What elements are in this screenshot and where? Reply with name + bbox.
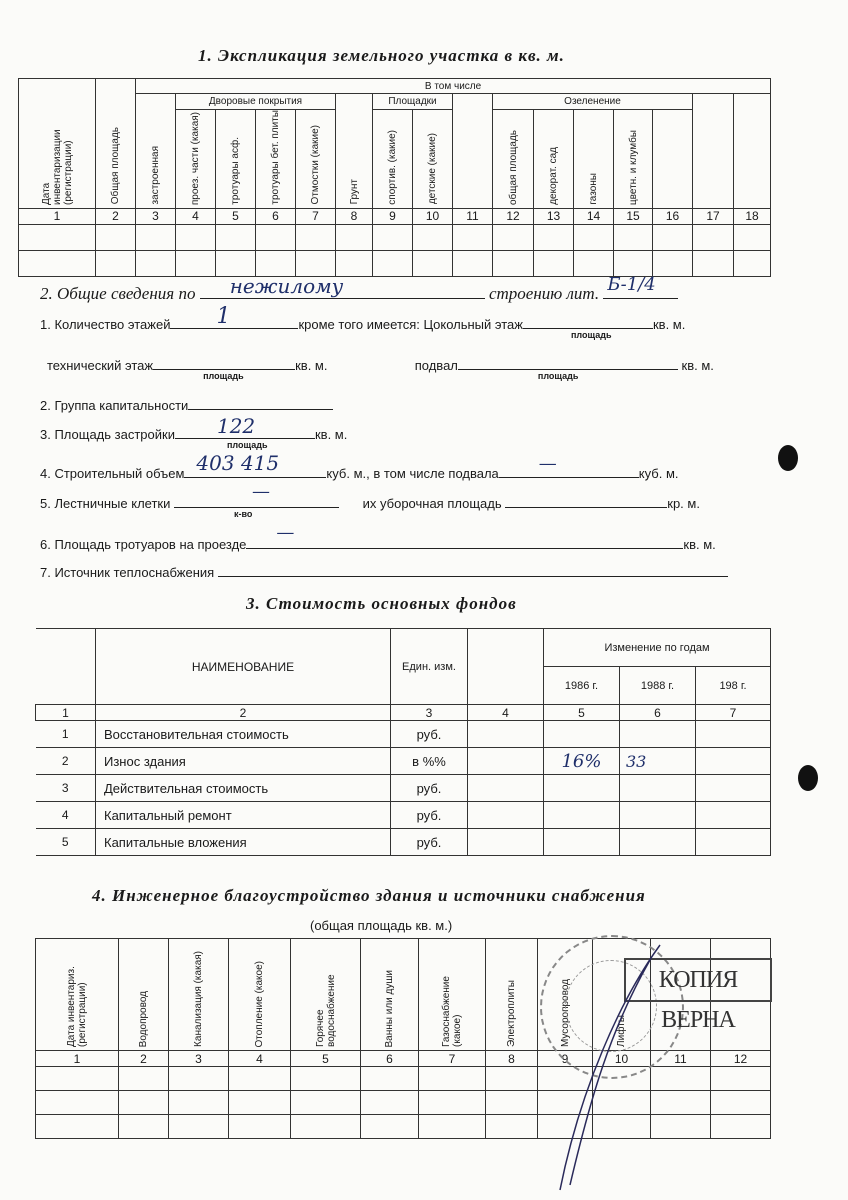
sqm-unit: кв. м. (652, 317, 686, 332)
count-caption: к-во (234, 509, 253, 519)
table-cell[interactable] (413, 224, 453, 250)
row-number: 1 (36, 721, 96, 748)
signature (540, 940, 700, 1200)
col-sidewalk-asphalt: тротуары асф. (230, 136, 241, 205)
table-cell[interactable] (296, 224, 336, 250)
col-soil: Грунт (348, 179, 360, 205)
column-number: 1 (36, 705, 96, 721)
floors-value: 1 (216, 304, 231, 329)
column-number: 10 (413, 208, 453, 224)
table-cell[interactable] (653, 224, 693, 250)
besides-label: кроме того имеется: Цокольный этаж (298, 317, 523, 332)
table-cell[interactable] (96, 224, 136, 250)
column-number: 6 (361, 1051, 419, 1067)
year1-value[interactable] (544, 829, 620, 856)
col-flowerbeds: цветн. и клумбы (627, 129, 639, 205)
year1-value[interactable] (544, 775, 620, 802)
column-number: 12 (711, 1051, 771, 1067)
table-cell[interactable] (119, 1091, 169, 1115)
table-cell[interactable] (169, 1067, 229, 1091)
year2-value[interactable] (620, 829, 696, 856)
table-cell[interactable] (419, 1115, 486, 1139)
table-cell[interactable] (336, 250, 373, 276)
sidewalks-field[interactable] (246, 522, 683, 549)
sidewalks-label: 6. Площадь тротуаров на проезде (40, 537, 247, 552)
volume-value: 403 415 (196, 451, 280, 475)
section2-title (40, 274, 678, 304)
column-header (486, 939, 538, 1051)
col-lawns: газоны (588, 173, 599, 205)
column-number: 13 (534, 208, 574, 224)
heat-line (40, 562, 728, 580)
table-cell[interactable] (36, 1091, 119, 1115)
in-total-header: В том числе (136, 79, 771, 94)
column-number: 5 (291, 1051, 361, 1067)
column-number: 2 (96, 208, 136, 224)
sqm-unit: кв. м. (295, 358, 328, 373)
volume-line (40, 451, 679, 481)
column-header (119, 939, 169, 1051)
column-header-label: Лифты (616, 1015, 627, 1047)
stairs-field[interactable] (174, 481, 339, 519)
column-number: 16 (653, 208, 693, 224)
basement-label: подвал (414, 358, 458, 373)
col-built-up: застроенная (150, 146, 161, 205)
floors-field[interactable] (170, 304, 298, 329)
column-header (229, 939, 291, 1051)
built-area-label: 3. Площадь застройки (40, 427, 175, 442)
table-cell[interactable] (119, 1115, 169, 1139)
table-row (36, 748, 771, 775)
table-cell[interactable] (96, 250, 136, 276)
section4-title: 4. Инженерное благоустройство здания и источники снабжения (92, 886, 646, 905)
column-header-label: Мусоропровод (559, 978, 571, 1047)
table-cell[interactable] (734, 250, 771, 276)
row-name: Восстановительная стоимость (96, 721, 391, 748)
table-cell[interactable] (614, 250, 653, 276)
cleaning-field[interactable] (505, 493, 667, 508)
row-number: 3 (36, 775, 96, 802)
table-cell[interactable] (696, 829, 771, 856)
column-header-label: Дата инвентариз. (регистрации) (66, 966, 88, 1047)
sidewalks-line (40, 522, 716, 552)
tech-floor-line (47, 355, 714, 381)
column-header-label: Горячее водоснабжение (314, 974, 337, 1047)
basement-field[interactable] (458, 355, 678, 381)
punch-hole (778, 445, 798, 471)
table-cell[interactable] (468, 802, 544, 829)
col-sidewalk-concrete: тротуары бет. плиты (270, 110, 281, 205)
stairs-value: — (252, 481, 270, 502)
col-sports: спортив. (какие) (387, 129, 398, 205)
table-cell[interactable] (229, 1091, 291, 1115)
table-cell[interactable] (216, 224, 256, 250)
table-cell[interactable] (361, 1067, 419, 1091)
table-cell[interactable] (693, 224, 734, 250)
cleaning-label: их уборочная площадь (362, 496, 502, 511)
row-name: Капитальные вложения (96, 829, 391, 856)
name-col-header: НАИМЕНОВАНИЕ (96, 629, 391, 705)
row-number: 2 (36, 748, 96, 775)
column-header (169, 939, 229, 1051)
table-cell[interactable] (534, 224, 574, 250)
column-header-label: Ванны или души (384, 969, 395, 1047)
table-cell[interactable] (19, 224, 96, 250)
table-cell[interactable] (574, 250, 614, 276)
section2-title-a: 2. Общие сведения по (40, 284, 196, 303)
yard-header: Дворовые покрытия (176, 94, 336, 110)
punch-hole (798, 765, 818, 791)
built-area-value: 122 (216, 414, 256, 438)
table-cell[interactable] (653, 250, 693, 276)
column-number: 4 (468, 705, 544, 721)
column-number: 6 (256, 208, 296, 224)
table-cell[interactable] (486, 1067, 538, 1091)
stairs-label: 5. Лестничные клетки (40, 496, 171, 511)
column-number: 7 (696, 705, 771, 721)
column-number: 8 (336, 208, 373, 224)
col-inventory-date: Дата инвентаризации (регистрации) (40, 129, 74, 205)
table-cell[interactable] (493, 250, 534, 276)
area-caption: площадь (537, 371, 579, 381)
letter-field[interactable] (603, 274, 678, 299)
table-cell[interactable] (696, 802, 771, 829)
table-cell[interactable] (36, 1067, 119, 1091)
year1-value[interactable] (544, 721, 620, 748)
column-number: 2 (119, 1051, 169, 1067)
column-number: 10 (593, 1051, 651, 1067)
table-cell[interactable] (486, 1091, 538, 1115)
column-number: 4 (176, 208, 216, 224)
table-cell[interactable] (291, 1115, 361, 1139)
col-driveway: проез. части (какая) (190, 111, 201, 205)
column-number: 1 (19, 208, 96, 224)
floors-line (40, 304, 686, 340)
year-header: 1986 г. (544, 667, 620, 705)
table-cell[interactable] (696, 721, 771, 748)
table-cell[interactable] (453, 250, 493, 276)
column-number: 4 (229, 1051, 291, 1067)
col-green-area: общая площадь (507, 129, 519, 205)
built-area-line (40, 414, 348, 450)
unit-col-header: Един. изм. (391, 629, 468, 705)
table-cell[interactable] (296, 250, 336, 276)
column-number: 14 (574, 208, 614, 224)
col-total-area: Общая площадь (110, 127, 121, 205)
table-cell[interactable] (574, 224, 614, 250)
copy-certified-stamp: КОПИЯ ВЕРНА (624, 958, 772, 1002)
plinth-floor-field[interactable] (523, 314, 653, 340)
year2-value[interactable]: 33 (620, 748, 696, 775)
table-cell[interactable] (176, 250, 216, 276)
column-header (36, 939, 119, 1051)
table-cell[interactable] (19, 250, 96, 276)
column-number: 17 (693, 208, 734, 224)
row-unit: руб. (391, 721, 468, 748)
table-cell[interactable] (216, 250, 256, 276)
column-number: 3 (391, 705, 468, 721)
year1-value[interactable]: 16% (544, 748, 620, 775)
area-caption: площадь (570, 330, 612, 340)
column-number: 5 (544, 705, 620, 721)
col-blind-area: Отмостки (какие) (310, 125, 321, 205)
column-numbers-row (19, 208, 771, 224)
table-cell[interactable] (176, 224, 216, 250)
section3-title: 3. Стоимость основных фондов (246, 594, 517, 613)
table-cell[interactable] (256, 250, 296, 276)
column-header-label: Канализация (какая) (193, 951, 204, 1047)
heat-field[interactable] (218, 562, 728, 577)
volume-label: 4. Строительный объем (40, 466, 185, 481)
table-cell[interactable] (336, 224, 373, 250)
table-cell[interactable] (468, 721, 544, 748)
table-cell[interactable] (468, 775, 544, 802)
building-type-value: нежилому (229, 274, 344, 298)
column-number: 9 (538, 1051, 593, 1067)
column-number: 15 (614, 208, 653, 224)
column-number: 9 (373, 208, 413, 224)
table-cell[interactable] (229, 1067, 291, 1091)
table-cell[interactable] (169, 1115, 229, 1139)
basement-volume-value: — (538, 453, 557, 474)
table-cell[interactable] (373, 250, 413, 276)
table-row (36, 829, 771, 856)
table-cell[interactable] (693, 250, 734, 276)
table-cell[interactable] (711, 1091, 771, 1115)
year-header: 1988 г. (620, 667, 696, 705)
row-unit: в %% (391, 748, 468, 775)
volume-field[interactable] (184, 451, 326, 478)
row-name: Капитальный ремонт (96, 802, 391, 829)
table-cell[interactable] (119, 1067, 169, 1091)
table-row (19, 224, 771, 250)
row-number: 5 (36, 829, 96, 856)
basement-volume-field[interactable] (499, 453, 639, 478)
column-header-label: Газоснабжение (какое) (441, 976, 463, 1047)
table-cell[interactable] (169, 1091, 229, 1115)
tech-floor-label: технический этаж (47, 358, 154, 373)
year1-value[interactable] (544, 802, 620, 829)
row-unit: руб. (391, 829, 468, 856)
sqm-unit: кв. м. (683, 537, 716, 552)
table-cell[interactable] (136, 250, 176, 276)
land-plot-table (18, 78, 771, 277)
table-cell[interactable] (711, 1115, 771, 1139)
table-row (19, 250, 771, 276)
table-cell[interactable] (136, 224, 176, 250)
col-kids: детские (какие) (427, 133, 438, 205)
column-header (291, 939, 361, 1051)
year2-value[interactable] (620, 721, 696, 748)
section4-subtitle: (общая площадь кв. м.) (310, 918, 453, 933)
column-header-label: Отопление (какое) (254, 960, 265, 1047)
column-number: 12 (493, 208, 534, 224)
year2-value[interactable] (620, 775, 696, 802)
built-area-field[interactable] (175, 414, 315, 450)
heat-label: 7. Источник теплоснабжения (40, 565, 215, 580)
playgrounds-header: Площадки (373, 94, 453, 110)
greening-header: Озеленение (493, 94, 693, 110)
column-header-label: Электроплиты (506, 979, 517, 1047)
table-cell[interactable] (711, 1067, 771, 1091)
table-row (36, 802, 771, 829)
year-header: 198 г. (696, 667, 771, 705)
column-number: 11 (651, 1051, 711, 1067)
year2-value[interactable] (620, 802, 696, 829)
table-cell[interactable] (36, 1115, 119, 1139)
cap-group-line (40, 395, 333, 413)
sidewalks-value: — (276, 522, 295, 543)
table-row (36, 775, 771, 802)
column-header (419, 939, 486, 1051)
volume-unit: куб. м., в том числе подвала (326, 466, 499, 481)
column-number: 7 (296, 208, 336, 224)
table-cell[interactable] (419, 1067, 486, 1091)
row-name: Износ здания (96, 748, 391, 775)
cap-group-field[interactable] (188, 395, 333, 410)
table-cell[interactable] (413, 250, 453, 276)
column-number: 8 (486, 1051, 538, 1067)
section1-title: 1. Экспликация земельного участка в кв. м. (198, 46, 565, 65)
table-cell[interactable] (373, 224, 413, 250)
tech-floor-field[interactable] (153, 355, 295, 381)
column-numbers-row (36, 705, 771, 721)
table-cell[interactable] (419, 1091, 486, 1115)
table-cell[interactable] (453, 224, 493, 250)
fixed-assets-table (35, 628, 771, 856)
section2-title-b: строению лит. (488, 284, 600, 303)
column-number: 3 (136, 208, 176, 224)
floors-label: 1. Количество этажей (40, 317, 171, 332)
table-cell[interactable] (468, 829, 544, 856)
area-caption: площадь (226, 440, 268, 450)
table-cell[interactable] (361, 1115, 419, 1139)
table-row (36, 721, 771, 748)
area-caption: площадь (203, 371, 244, 381)
row-name: Действительная стоимость (96, 775, 391, 802)
column-number: 1 (36, 1051, 119, 1067)
stairs-line: 5. Лестничные клетки — к-во их уборочная площадь кр. м. (40, 481, 700, 519)
table-cell[interactable] (291, 1091, 361, 1115)
table-cell[interactable] (534, 250, 574, 276)
column-number: 2 (96, 705, 391, 721)
table-cell[interactable] (734, 224, 771, 250)
cubic-unit: куб. м. (638, 466, 679, 481)
sqm-unit: кв. м. (681, 358, 714, 373)
letter-value: Б-1/4 (607, 274, 656, 295)
change-header: Изменение по годам (544, 629, 771, 667)
column-number: 18 (734, 208, 771, 224)
column-header (361, 939, 419, 1051)
table-cell[interactable] (614, 224, 653, 250)
column-number: 7 (419, 1051, 486, 1067)
table-cell[interactable] (291, 1067, 361, 1091)
table-cell[interactable] (229, 1115, 291, 1139)
column-number: 6 (620, 705, 696, 721)
table-cell[interactable] (493, 224, 534, 250)
table-cell[interactable] (361, 1091, 419, 1115)
table-cell[interactable] (486, 1115, 538, 1139)
sqm-unit: кв. м. (314, 427, 348, 442)
col-decor-garden: декорат. сад (548, 146, 559, 205)
table-cell[interactable] (256, 224, 296, 250)
table-cell[interactable] (696, 748, 771, 775)
building-type-field[interactable] (200, 274, 485, 299)
cap-group-label: 2. Группа капитальности (40, 398, 189, 413)
row-unit: руб. (391, 802, 468, 829)
table-cell[interactable] (468, 748, 544, 775)
column-number: 5 (216, 208, 256, 224)
row-number: 4 (36, 802, 96, 829)
column-number: 3 (169, 1051, 229, 1067)
row-unit: руб. (391, 775, 468, 802)
column-number: 11 (453, 208, 493, 224)
table-cell[interactable] (696, 775, 771, 802)
column-header-label: Водопровод (138, 990, 149, 1047)
